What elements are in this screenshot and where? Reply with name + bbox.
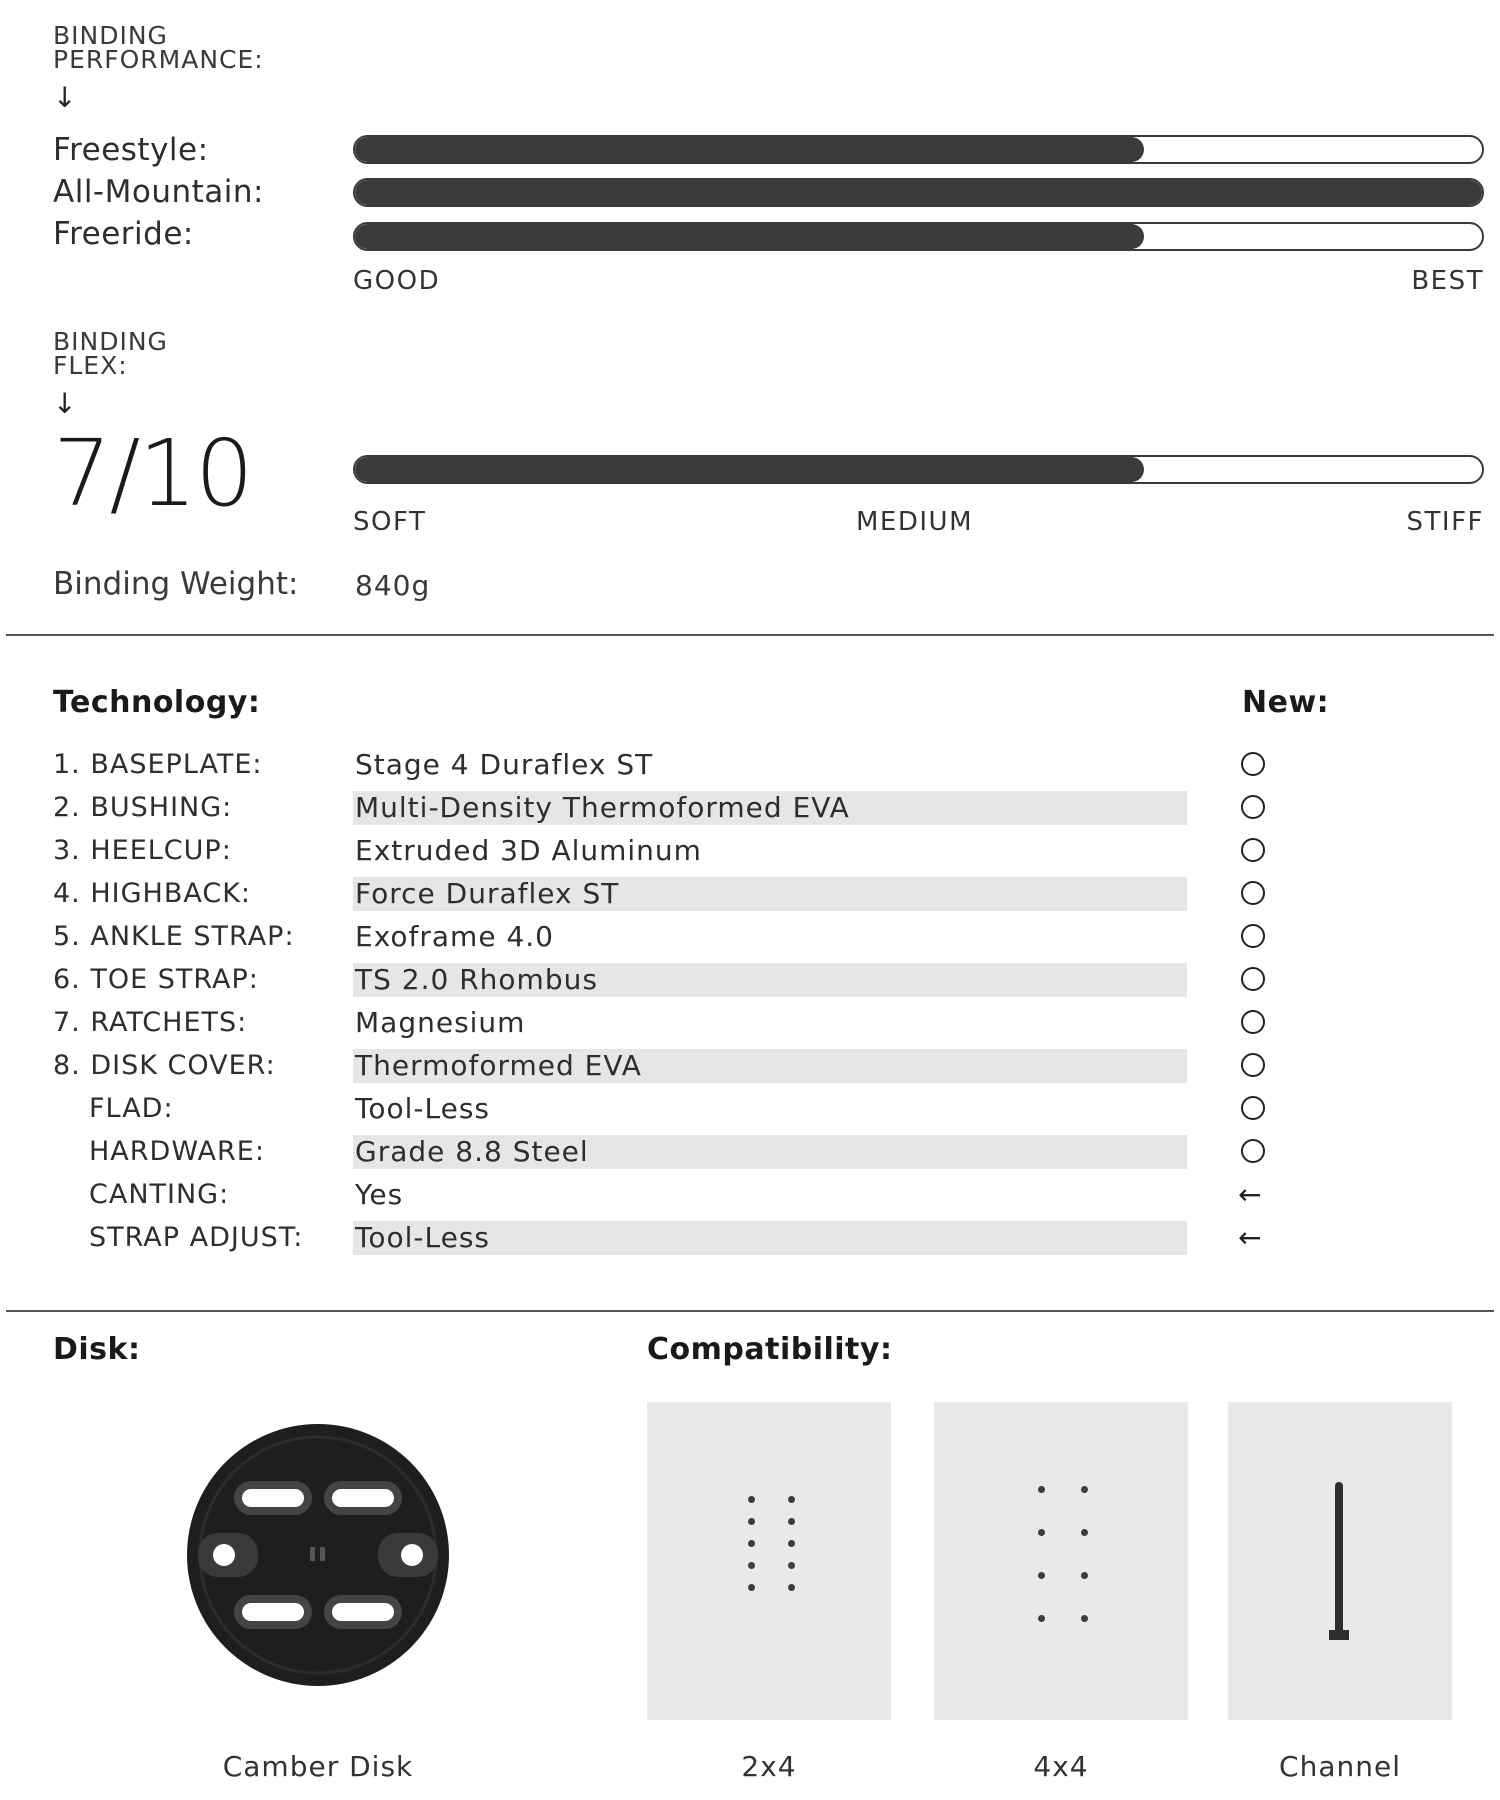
circle-icon [1241,967,1265,991]
table-row [0,1178,1500,1212]
compat-4x4-panel [934,1402,1188,1720]
tech-value: Grade 8.8 Steel [355,1135,589,1168]
performance-bar-fill [355,180,1482,205]
table-row [0,920,1500,954]
scale-label-stiff: STIFF [1406,507,1484,537]
table-row [0,1006,1500,1040]
circle-icon [1241,795,1265,819]
new-title: New: [1242,685,1330,720]
weight-label: Binding Weight: [53,566,299,602]
mounting-hole [788,1584,795,1591]
table-row [0,1221,1500,1255]
scale-label-best: BEST [1411,266,1484,296]
section-divider [6,634,1494,636]
mounting-hole [1081,1486,1088,1493]
tech-key: 4. HIGHBACK: [53,878,252,909]
flex-bar [353,455,1484,484]
tech-key: 8. DISK COVER: [53,1050,276,1081]
weight-value: 840g [355,569,431,602]
tech-key: 6. TOE STRAP: [53,964,259,995]
arrow-left-icon: ← [1238,1221,1262,1254]
tech-value: Magnesium [355,1006,526,1039]
tech-value: Yes [355,1178,404,1211]
circle-icon [1241,1096,1265,1120]
tech-key: FLAD: [89,1093,174,1124]
mounting-hole [1038,1572,1045,1579]
arrow-down-icon: ↓ [53,81,77,114]
circle-icon [1241,924,1265,948]
compat-2x4-panel [647,1402,891,1720]
circle-icon [1241,838,1265,862]
mounting-hole [1081,1572,1088,1579]
performance-bar-freestyle [353,135,1484,164]
mounting-hole [748,1540,755,1547]
mounting-hole [748,1496,755,1503]
tech-key: 2. BUSHING: [53,792,233,823]
mounting-hole [1038,1529,1045,1536]
camber-disk-image [186,1423,450,1687]
disk-title: Disk: [53,1332,141,1367]
performance-bar-fill [355,224,1144,249]
tech-value: Exoframe 4.0 [355,920,554,953]
mounting-hole [748,1518,755,1525]
performance-label-all-mountain: All-Mountain: [53,174,264,210]
mounting-hole [788,1562,795,1569]
row-background [353,1178,1187,1212]
mounting-hole [788,1518,795,1525]
performance-heading-line2: PERFORMANCE: [53,45,264,74]
circle-icon [1241,1010,1265,1034]
mounting-hole [1038,1615,1045,1622]
table-row [0,748,1500,782]
table-row [0,877,1500,911]
performance-bar-all-mountain [353,178,1484,207]
mounting-hole [788,1540,795,1547]
technology-title: Technology: [53,685,261,720]
circle-icon [1241,881,1265,905]
disk-caption: Camber Disk [222,1750,414,1783]
tech-key: 3. HEELCUP: [53,835,232,866]
flex-rating: 7/10 [53,420,252,527]
tech-value: TS 2.0 Rhombus [355,963,598,996]
table-row [0,1135,1500,1169]
table-row [0,1092,1500,1126]
tech-key: 7. RATCHETS: [53,1007,248,1038]
scale-label-soft: SOFT [353,507,427,537]
channel-slot-icon [1228,1402,1452,1720]
tech-key: STRAP ADJUST: [89,1222,304,1253]
circle-icon [1241,752,1265,776]
performance-heading-line1: BINDING [53,21,168,50]
table-row [0,791,1500,825]
circle-icon [1241,1139,1265,1163]
flex-heading [53,327,168,380]
flex-heading-line2: FLEX: [53,351,128,380]
compat-2x4-caption: 2x4 [741,1750,797,1783]
mounting-hole [1081,1615,1088,1622]
mounting-hole [748,1584,755,1591]
tech-value: Thermoformed EVA [355,1049,642,1082]
performance-bar-freeride [353,222,1484,251]
compat-channel-caption: Channel [1279,1750,1401,1783]
tech-value: Force Duraflex ST [355,877,620,910]
mounting-hole [1038,1486,1045,1493]
mounting-hole [748,1562,755,1569]
performance-label-freestyle: Freestyle: [53,132,209,168]
table-row [0,1049,1500,1083]
flex-heading-line1: BINDING [53,327,168,356]
table-row [0,963,1500,997]
tech-value: Tool-Less [355,1221,490,1254]
circle-icon [1241,1053,1265,1077]
camber-disk-icon [186,1423,450,1687]
mounting-hole [1081,1529,1088,1536]
tech-key: CANTING: [89,1179,230,1210]
mounting-hole [788,1496,795,1503]
flex-bar-fill [355,457,1144,482]
section-divider [6,1310,1494,1312]
compatibility-title: Compatibility: [647,1332,893,1367]
tech-value: Tool-Less [355,1092,490,1125]
tech-value: Multi-Density Thermoformed EVA [355,791,850,824]
compat-4x4-caption: 4x4 [1033,1750,1089,1783]
table-row [0,834,1500,868]
compat-channel-panel [1228,1402,1452,1720]
performance-heading [53,21,264,74]
arrow-left-icon: ← [1238,1178,1262,1211]
tech-key: 5. ANKLE STRAP: [53,921,295,952]
tech-value: Extruded 3D Aluminum [355,834,702,867]
scale-label-medium: MEDIUM [856,507,974,537]
scale-label-good: GOOD [353,266,441,296]
tech-value: Stage 4 Duraflex ST [355,748,654,781]
arrow-down-icon: ↓ [53,387,77,420]
performance-label-freeride: Freeride: [53,216,194,252]
tech-key: HARDWARE: [89,1136,265,1167]
tech-key: 1. BASEPLATE: [53,749,263,780]
performance-bar-fill [355,137,1144,162]
